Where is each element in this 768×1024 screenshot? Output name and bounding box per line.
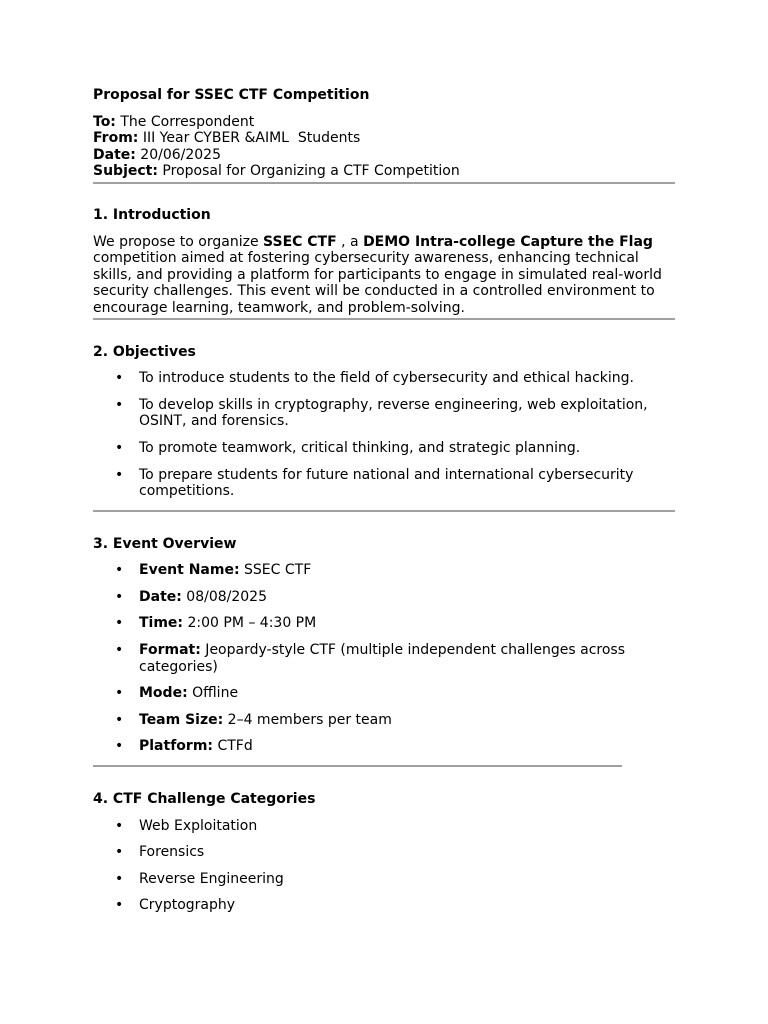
list-item	[93, 844, 675, 861]
intro-text: We propose to organize	[93, 233, 264, 250]
bullet-icon: •	[115, 396, 124, 413]
event-overview-heading: 3. Event Overview	[93, 535, 237, 552]
list-item	[93, 818, 675, 835]
list-item	[93, 615, 675, 632]
bullet-icon: •	[115, 817, 124, 834]
detail-label: Team Size:	[139, 711, 224, 728]
list-item-text: Cryptography	[139, 897, 236, 914]
challenge-categories-heading: 4. CTF Challenge Categories	[93, 791, 316, 808]
list-item-text: Forensics	[139, 844, 205, 861]
list-item	[93, 685, 675, 702]
subject-value: Proposal for Organizing a CTF Competition	[157, 163, 460, 180]
introduction-heading: 1. Introduction	[93, 206, 211, 223]
event-overview-list	[93, 562, 675, 755]
list-item	[93, 440, 675, 457]
detail-value: 2–4 members per team	[223, 711, 392, 728]
date-label: Date:	[93, 146, 136, 163]
intro-event-type: DEMO Intra-college Capture the Flag	[363, 233, 653, 250]
detail-label: Event Name:	[139, 562, 240, 579]
list-item	[93, 467, 675, 500]
event-overview-section	[93, 536, 675, 755]
detail-label: Mode:	[139, 685, 188, 702]
detail-value: 08/08/2025	[181, 588, 268, 605]
bullet-icon: •	[115, 844, 124, 861]
bullet-icon: •	[115, 562, 124, 579]
intro-text: , a	[336, 233, 364, 250]
detail-label: Time:	[139, 615, 184, 632]
list-item-text: Reverse Engineering	[139, 870, 284, 887]
intro-text: competition aimed at fostering cybersecurity awareness, enhancing technical skills, and providing a platform for participants to engage in simulated real-world security challenges. This event will be conducted in a controlled environment to encourage learning, teamwork, and problem-solving.	[93, 250, 662, 316]
date-line	[93, 147, 675, 164]
date-value: 20/06/2025	[135, 146, 222, 163]
list-item-text: Web Exploitation	[139, 817, 258, 834]
objectives-section	[93, 344, 675, 500]
introduction-section	[93, 207, 675, 317]
bullet-icon: •	[115, 642, 124, 659]
list-item	[93, 738, 675, 755]
detail-value: SSEC CTF	[239, 562, 312, 579]
introduction-paragraph	[93, 234, 675, 317]
challenge-categories-section	[93, 791, 675, 914]
list-item-text: To prepare students for future national and international cybersecurity competitions.	[139, 466, 634, 500]
list-item	[93, 897, 675, 914]
list-item	[93, 712, 675, 729]
from-label: From:	[93, 130, 139, 147]
detail-label: Format:	[139, 642, 201, 659]
to-value: The Correspondent	[115, 113, 255, 130]
memo-header	[93, 114, 675, 180]
document-body	[93, 87, 675, 924]
bullet-icon: •	[115, 711, 124, 728]
objectives-list	[93, 370, 675, 500]
bullet-icon: •	[115, 738, 124, 755]
bullet-icon: •	[115, 685, 124, 702]
bullet-icon: •	[115, 870, 124, 887]
list-item	[93, 642, 675, 675]
detail-value: Offline	[187, 685, 239, 702]
list-item-text: To introduce students to the field of cybersecurity and ethical hacking.	[139, 370, 634, 387]
section-divider	[93, 765, 622, 767]
list-item	[93, 370, 675, 387]
list-item	[93, 397, 675, 430]
bullet-icon: •	[115, 897, 124, 914]
from-value: III Year CYBER &AIML Students	[138, 130, 361, 147]
subject-label: Subject:	[93, 163, 158, 180]
from-line	[93, 130, 675, 147]
section-divider	[93, 318, 675, 320]
section-divider	[93, 182, 675, 184]
detail-value: Jeopardy-style CTF (multiple independent challenges across categories)	[139, 642, 625, 675]
to-line	[93, 114, 675, 131]
detail-label: Platform:	[139, 738, 213, 755]
bullet-icon: •	[115, 615, 124, 632]
objectives-heading: 2. Objectives	[93, 343, 196, 360]
detail-label: Date:	[139, 588, 182, 605]
list-item-text: To promote teamwork, critical thinking, and strategic planning.	[139, 439, 581, 456]
challenge-categories-list	[93, 818, 675, 914]
bullet-icon: •	[115, 439, 124, 456]
bullet-icon: •	[115, 588, 124, 605]
document-title: Proposal for SSEC CTF Competition	[93, 87, 370, 103]
section-divider	[93, 510, 675, 512]
list-item	[93, 589, 675, 606]
detail-value: 2:00 PM – 4:30 PM	[183, 615, 317, 632]
detail-value: CTFd	[213, 738, 253, 755]
list-item	[93, 871, 675, 888]
subject-line	[93, 163, 675, 180]
bullet-icon: •	[115, 466, 124, 483]
intro-event-name: SSEC CTF	[263, 233, 337, 250]
list-item-text: To develop skills in cryptography, reverse engineering, web exploitation, OSINT, and forensics.	[139, 396, 648, 430]
list-item	[93, 562, 675, 579]
to-label: To:	[93, 113, 116, 130]
bullet-icon: •	[115, 370, 124, 387]
